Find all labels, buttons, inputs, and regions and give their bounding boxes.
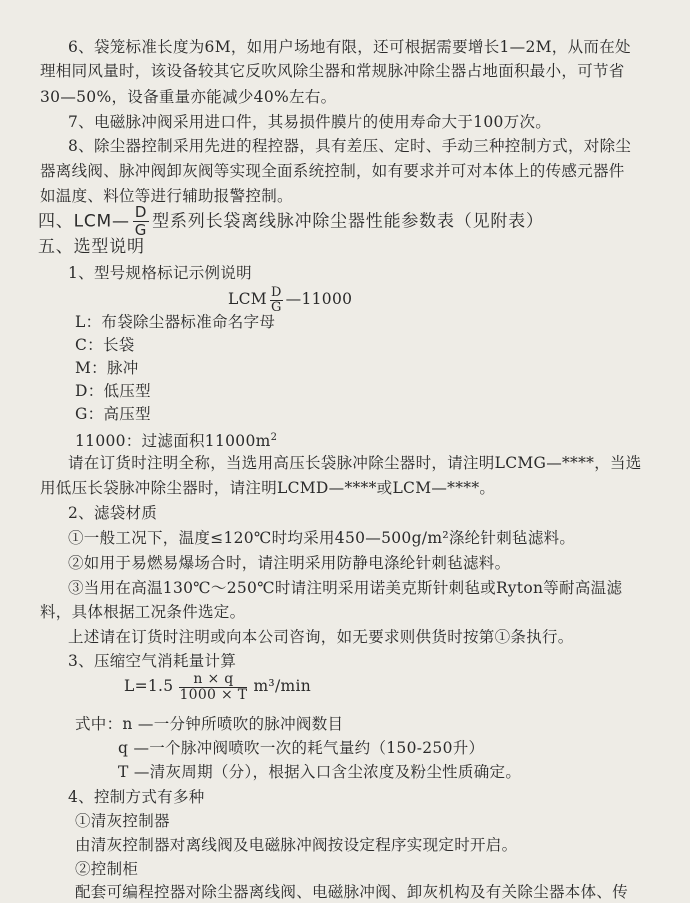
section-4-suffix: 型系列长袋离线脉冲除尘器性能参数表（见附表）: [152, 211, 544, 232]
item-8-line-2: 器离线阀、脉冲阀卸灰阀等实现全面系统控制，如有要求并可对本体上的传感元器件: [40, 162, 625, 180]
order-note-line-1: 请在订货时注明全称，当选用高压长袋脉冲除尘器时，请注明LCMG—****，当选: [68, 454, 642, 472]
filter-option-3-line-1: ③当用在高温130℃～250℃时请注明采用诺美克斯针刺毡或Ryton等耐高温滤: [68, 579, 623, 597]
item-8-line-3: 如温度、料位等进行辅助报警控制。: [40, 187, 293, 205]
item-7: 7、电磁脉冲阀采用进口件，其易损件膜片的使用寿命大于100万次。: [68, 113, 552, 131]
definition-area: [75, 427, 277, 452]
definition-g: G：高压型: [75, 405, 151, 423]
area-text: 11000：过滤面积11000m: [75, 432, 271, 450]
formula-denominator: 1000 × T: [179, 686, 248, 703]
filter-option-1: ①一般工况下，温度≤120℃时均采用450—500g/m²涤纶针刺毡滤料。: [68, 529, 576, 547]
formula-where-q: q —一个脉冲阀喷吹一次的耗气量约（150-250升）: [118, 739, 485, 757]
formula-fraction: [179, 672, 247, 703]
formula-lhs: L=1.5: [124, 677, 174, 695]
fraction-top: D: [134, 203, 148, 221]
section-5-heading: 五、选型说明: [38, 237, 145, 257]
item-6-line-1: 6、袋笼标准长度为6M，如用户场地有限，还可根据需要增长1—2M，从而在处: [68, 38, 631, 56]
sub-2-title: 2、滤袋材质: [68, 504, 158, 522]
definition-l: L：布袋除尘器标准命名字母: [75, 313, 276, 331]
fraction-top: D: [270, 284, 282, 300]
section-4-model-fraction: [133, 204, 149, 239]
filter-option-2: ②如用于易燃易爆场合时，请注明采用防静电涤纶针刺毡滤料。: [68, 554, 511, 572]
order-note-line-2: 用低压长袋脉冲除尘器时，请注明LCMD—****或LCM—****。: [40, 479, 496, 497]
fraction-bottom: G: [270, 299, 282, 315]
definition-m: M：脉冲: [75, 359, 139, 377]
control-1-title: ①清灰控制器: [75, 812, 170, 830]
model-suffix: —11000: [285, 290, 353, 308]
control-2-description: 配套可编程控器对除尘器离线阀、电磁脉冲阀、卸灰机构及有关除尘器本体、传: [75, 883, 629, 901]
air-consumption-formula: [124, 668, 311, 704]
section-4-heading: [38, 204, 544, 239]
sub-1-title: 1、型号规格标记示例说明: [68, 264, 252, 282]
formula-unit: m³/min: [253, 677, 312, 695]
formula-where-t: T —清灰周期（分），根据入口含尘浓度及粉尘性质确定。: [118, 763, 522, 781]
definition-c: C：长袋: [75, 336, 135, 354]
definition-d: D：低压型: [75, 382, 151, 400]
control-1-description: 由清灰控制器对离线阀及电磁脉冲阀按设定程序实现定时开启。: [75, 836, 518, 854]
fraction-bottom: G: [134, 221, 148, 239]
model-prefix: LCM: [228, 290, 267, 308]
item-6-line-2: 理相同风量时，该设备较其它反吹风除尘器和常规脉冲除尘器占地面积最小，可节省: [40, 62, 625, 80]
area-superscript: 2: [270, 432, 278, 443]
filter-option-3-line-2: 料，具体根据工况条件选定。: [40, 603, 246, 621]
item-6-line-3: 30—50%，设备重量亦能减少40%左右。: [40, 88, 337, 106]
formula-numerator: n × q: [179, 672, 247, 688]
formula-where-n: 式中：n —一分钟所喷吹的脉冲阀数目: [75, 715, 344, 733]
section-4-prefix: 四、LCM—: [38, 211, 130, 232]
control-2-title: ②控制柜: [75, 860, 139, 878]
item-8-line-1: 8、除尘器控制采用先进的程控器，具有差压、定时、手动三种控制方式，对除尘: [68, 137, 632, 155]
sub-4-title: 4、控制方式有多种: [68, 788, 205, 806]
filter-order-note: 上述请在订货时注明或向本公司咨询，如无要求则供货时按第①条执行。: [68, 628, 574, 646]
sub-3-title: 3、压缩空气消耗量计算: [68, 652, 237, 670]
